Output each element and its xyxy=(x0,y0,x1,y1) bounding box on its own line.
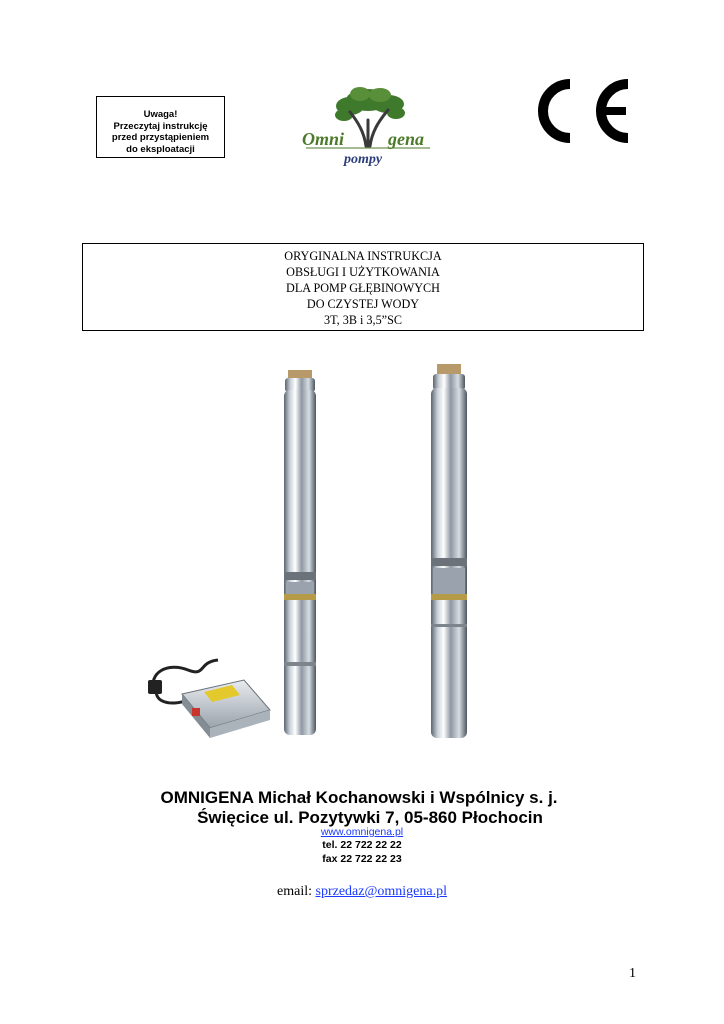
title-line: 3T, 3B i 3,5”SC xyxy=(324,313,402,327)
email-label: email: xyxy=(277,884,316,899)
logo-word-right: gena xyxy=(388,129,424,149)
company-logo xyxy=(298,82,438,177)
warning-line: Przeczytaj instrukcję xyxy=(113,120,208,132)
website-link[interactable]: www.omnigena.pl xyxy=(320,826,404,838)
company-address: Święcice ul. Pozytywki 7, 05-860 Płochocin xyxy=(197,808,543,827)
warning-line: do eksploatacji xyxy=(126,143,195,155)
title-line: OBSŁUGI I UŻYTKOWANIA xyxy=(286,265,440,279)
ce-mark-icon xyxy=(534,76,634,146)
warning-line: Uwaga! xyxy=(143,109,178,120)
document-title-box xyxy=(82,243,644,331)
email-line xyxy=(0,884,724,900)
page-number: 1 xyxy=(629,966,636,981)
warning-line: przed przystąpieniem xyxy=(111,132,210,143)
company-name: OMNIGENA Michał Kochanowski i Wspólnicy s. j. xyxy=(160,788,558,807)
pump-right xyxy=(431,364,467,738)
logo-word-left: Omni xyxy=(302,129,345,149)
warning-box xyxy=(96,96,225,158)
phone-number: tel. 22 722 22 22 xyxy=(322,839,402,851)
control-box xyxy=(148,660,270,738)
website-line xyxy=(0,826,724,839)
pump-left xyxy=(284,370,316,735)
email-link[interactable]: sprzedaz@omnigena.pl xyxy=(315,884,447,899)
title-line: DO CZYSTEJ WODY xyxy=(306,297,420,311)
fax-number: fax 22 722 22 23 xyxy=(322,853,402,865)
title-line: DLA POMP GŁĘBINOWYCH xyxy=(286,281,440,295)
submersible-pumps-and-control-box-photo xyxy=(148,362,488,744)
title-line: ORYGINALNA INSTRUKCJA xyxy=(284,249,442,263)
logo-subtitle: pompy xyxy=(344,152,383,167)
